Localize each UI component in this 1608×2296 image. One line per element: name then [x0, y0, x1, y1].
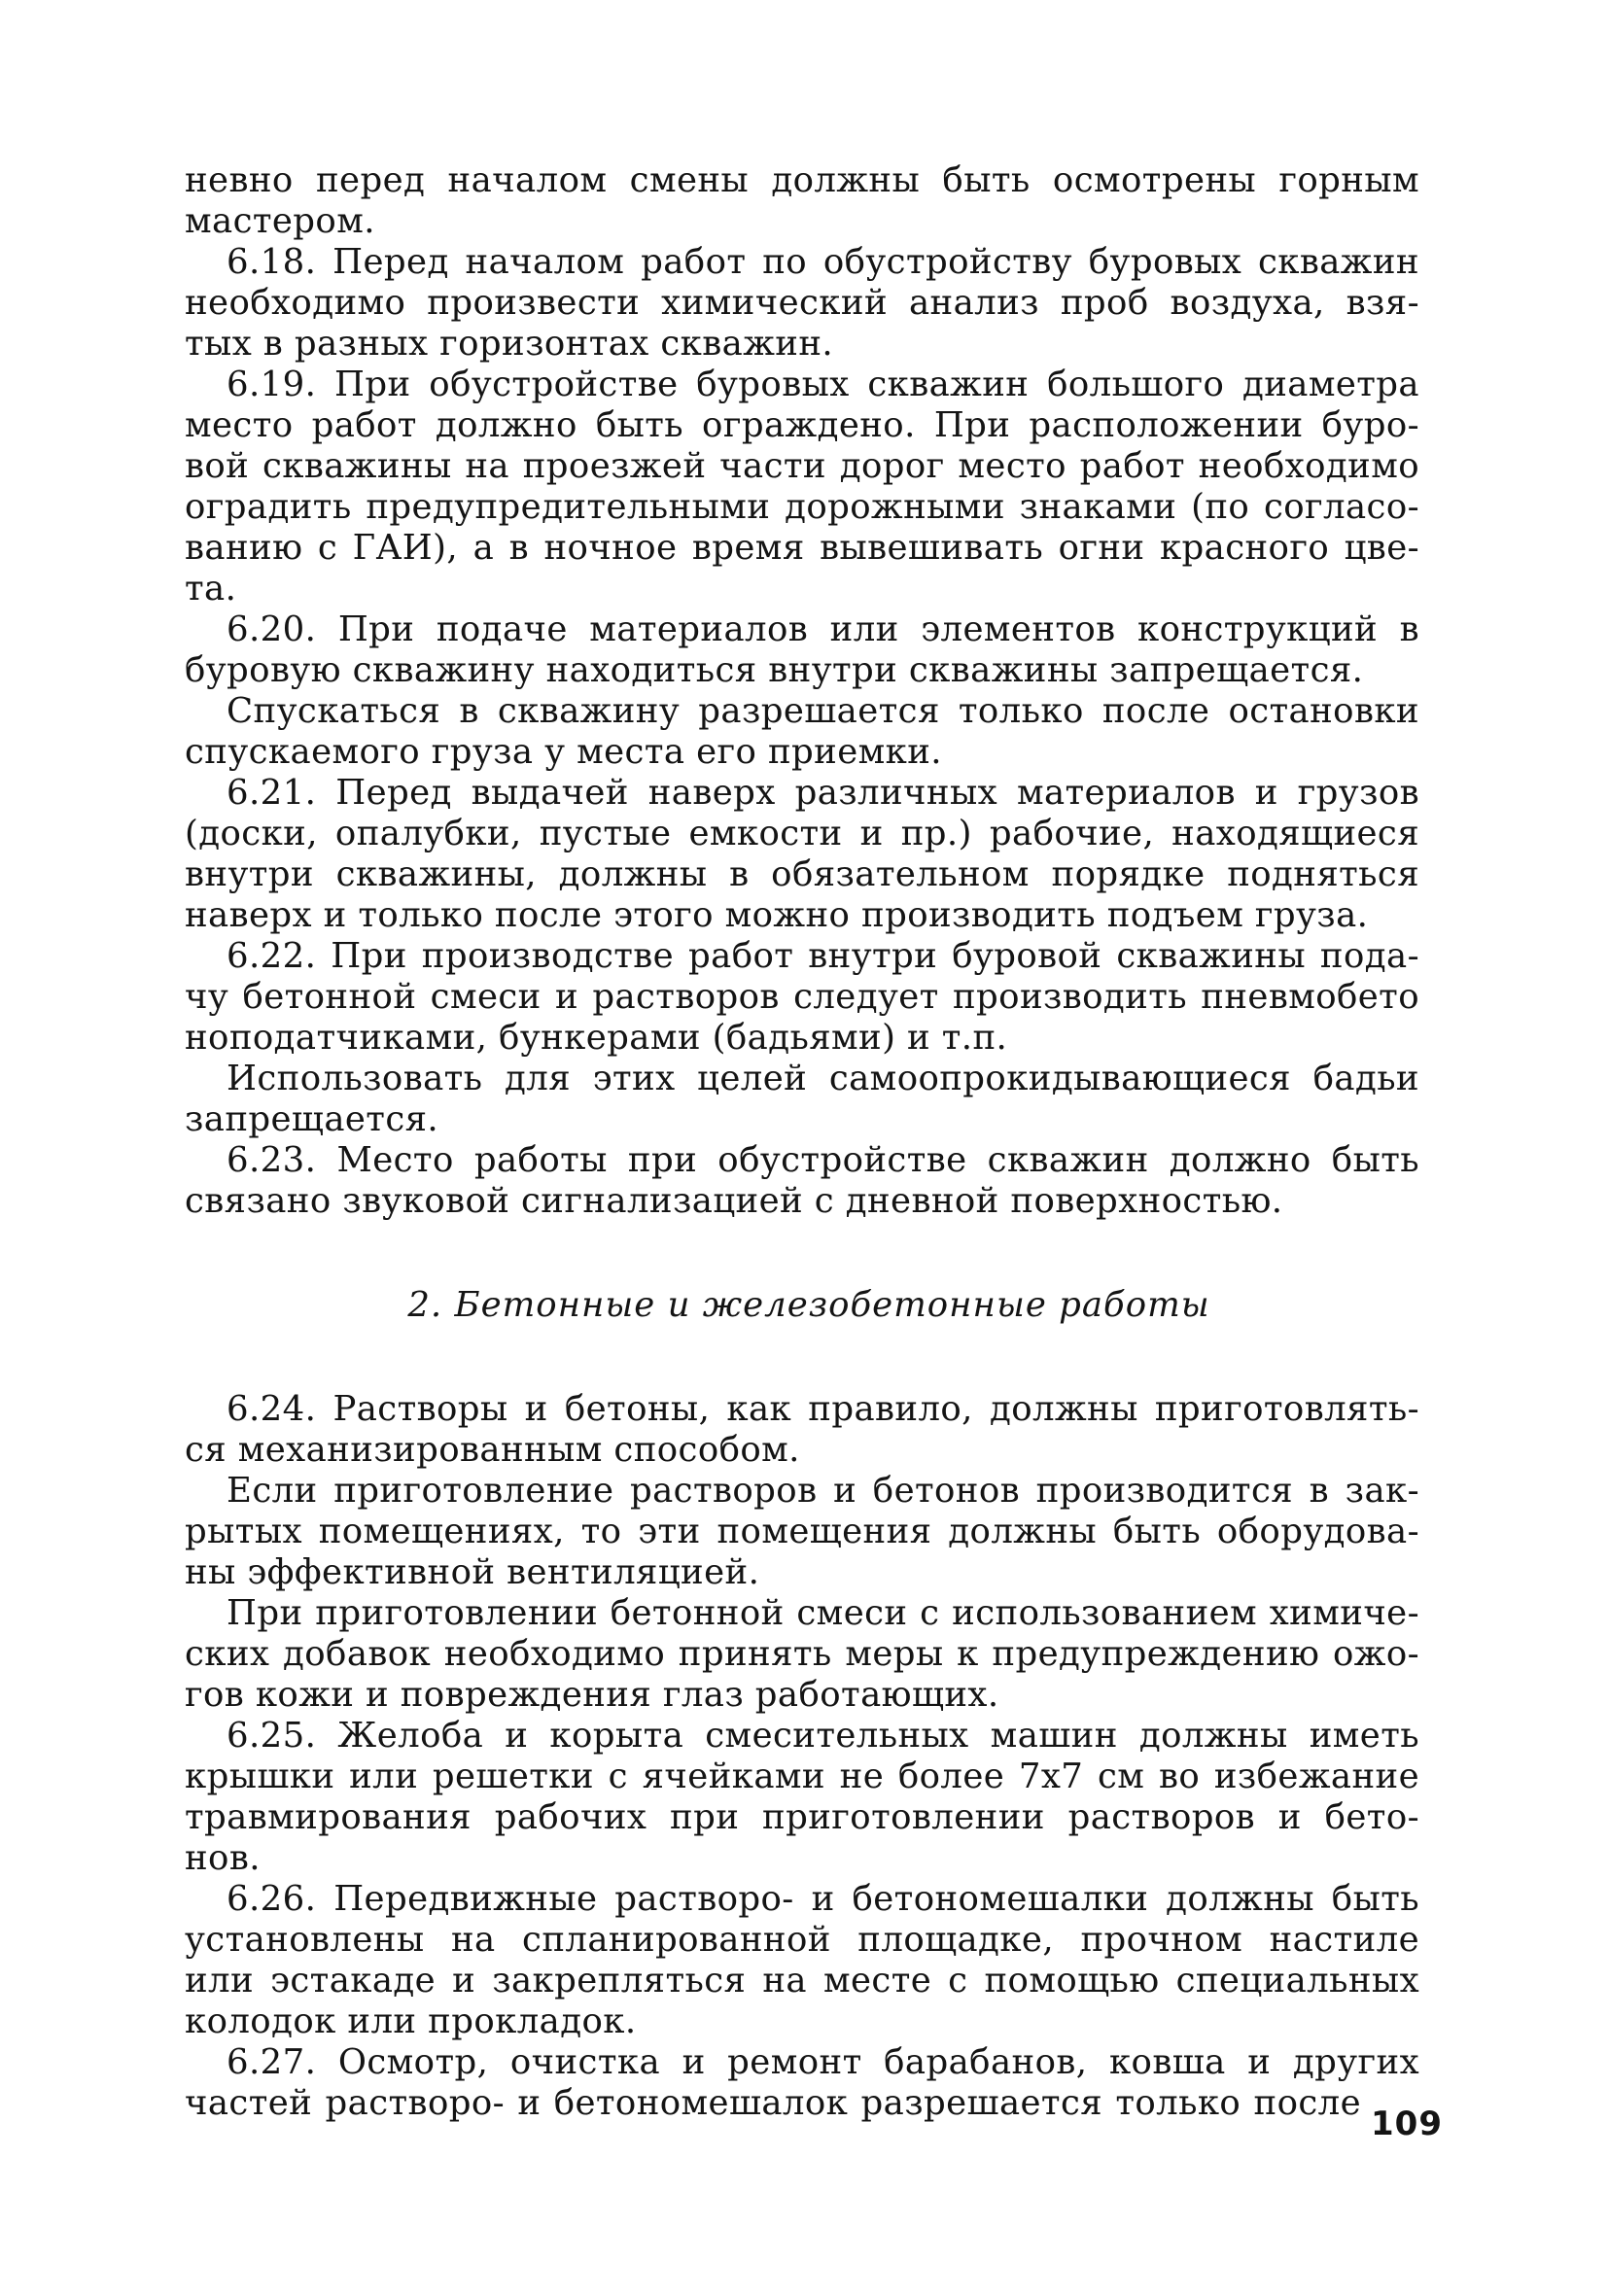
text-line: (доски, опалубки, пустые емкости и пр.) рабочие, находящиеся	[185, 814, 1419, 853]
text-line: невно перед началом смены должны быть осмотрены горным	[185, 160, 1419, 200]
text-line: ся механизированным способом.	[185, 1430, 800, 1470]
text-line: место работ должно быть ограждено. При расположении буро-	[185, 405, 1419, 445]
text-line: Спускаться в скважину разрешается только после остановки	[227, 691, 1419, 731]
text-line: нов.	[185, 1838, 261, 1878]
text-line: Использовать для этих целей самоопрокидывающиеся бадьи	[227, 1059, 1419, 1098]
paragraph-6-27-line: 6.27. Осмотр, очистка и ремонт барабанов, ковша и других	[227, 2042, 1419, 2082]
text-line: При приготовлении бетонной смеси с использованием химиче-	[227, 1593, 1419, 1633]
paragraph-6-20-line: 6.20. При подаче материалов или элементов конструкций в	[227, 609, 1419, 649]
section-heading: 2. Бетонные и железобетонные работы	[407, 1285, 1210, 1325]
text-line: гов кожи и повреждения глаз работающих.	[185, 1675, 999, 1715]
text-line: спускаемого груза у места его приемки.	[185, 732, 942, 772]
text-line: связано звуковой сигнализацией с дневной поверхностью.	[185, 1181, 1283, 1221]
text-line: та.	[185, 569, 237, 609]
paragraph-6-26-line: 6.26. Передвижные растворо- и бетономешалки должны быть	[227, 1879, 1419, 1919]
text-line: колодок или прокладок.	[185, 2001, 637, 2041]
text-line: ны эффективной вентиляцией.	[185, 1552, 760, 1592]
text-line: установлены на спланированной площадке, прочном настиле	[185, 1920, 1419, 1960]
page-number: 109	[1371, 2105, 1443, 2143]
text-line: буровую скважину находиться внутри скважины запрещается.	[185, 650, 1364, 690]
paragraph-6-23-line: 6.23. Место работы при обустройстве скважин должно быть	[227, 1140, 1419, 1180]
paragraph-6-21-line: 6.21. Перед выдачей наверх различных материалов и грузов	[227, 773, 1419, 813]
text-line: внутри скважины, должны в обязательном порядке подняться	[185, 854, 1419, 894]
text-line: травмирования рабочих при приготовлении растворов и бето-	[185, 1797, 1419, 1837]
text-line: ских добавок необходимо принять меры к предупреждению ожо-	[185, 1634, 1419, 1674]
text-line: ванию с ГАИ), а в ночное время вывешивать огни красного цве-	[185, 528, 1419, 568]
text-line: тых в разных горизонтах скважин.	[185, 324, 834, 364]
text-line: рытых помещениях, то эти помещения должны быть оборудова-	[185, 1512, 1419, 1551]
text-line: наверх и только после этого можно производить подъем груза.	[185, 895, 1369, 935]
text-line: Если приготовление растворов и бетонов производится в зак-	[227, 1471, 1419, 1511]
paragraph-6-18-line: 6.18. Перед началом работ по обустройству буровых скважин	[227, 242, 1419, 282]
text-line: ноподатчиками, бункерами (бадьями) и т.п.	[185, 1018, 1008, 1058]
paragraph-6-19-line: 6.19. При обустройстве буровых скважин большого диаметра	[227, 365, 1419, 404]
text-line: чу бетонной смеси и растворов следует производить пневмобето	[185, 977, 1419, 1017]
paragraph-6-24-line: 6.24. Растворы и бетоны, как правило, должны приготовлять-	[227, 1389, 1419, 1429]
paragraph-6-22-line: 6.22. При производстве работ внутри буровой скважины пода-	[227, 936, 1419, 976]
text-line: вой скважины на проезжей части дорог место работ необходимо	[185, 446, 1419, 486]
text-line: необходимо произвести химический анализ проб воздуха, взя-	[185, 283, 1419, 323]
text-line: или эстакаде и закрепляться на месте с помощью специальных	[185, 1961, 1419, 2000]
text-line: запрещается.	[185, 1099, 439, 1139]
text-line: мастером.	[185, 201, 375, 241]
text-line: частей растворо- и бетономешалок разрешается только после	[185, 2083, 1361, 2123]
text-line: крышки или решетки с ячейками не более 7x7 см во избежание	[185, 1757, 1419, 1796]
paragraph-6-25-line: 6.25. Желоба и корыта смесительных машин должны иметь	[227, 1716, 1419, 1756]
text-line: оградить предупредительными дорожными знаками (по согласо-	[185, 487, 1419, 527]
